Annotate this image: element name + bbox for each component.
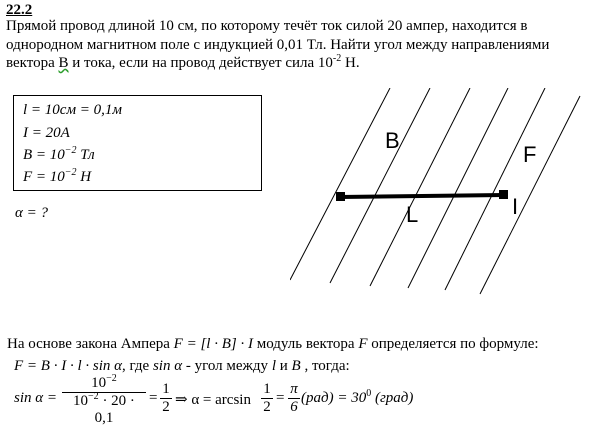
given-b-exp: −2: [64, 145, 77, 156]
fraction-main-denominator: [62, 392, 146, 427]
solution-text-2a: , где: [122, 358, 153, 374]
force-formula: F = B · I · l · sin α: [14, 358, 122, 374]
problem-number: 22.2: [6, 2, 33, 18]
frac2-den: 2: [160, 398, 172, 416]
solution-text-1a: На основе закона Ампера: [7, 336, 174, 352]
fraction-pi-six: [288, 381, 300, 416]
frac3-den: 2: [261, 398, 273, 416]
solution-text-2b: - угол между: [182, 358, 272, 374]
sin-alpha-lhs: sin α =: [14, 390, 58, 406]
frac3-num: 1: [263, 381, 271, 397]
field-line-4: [408, 88, 508, 288]
given-f-base: F = 10: [23, 169, 65, 185]
label-l: L: [406, 202, 419, 227]
label-b: B: [385, 128, 400, 153]
field-line-1: [290, 88, 390, 280]
frac1-den-rest: · 20 · 0,1: [94, 393, 135, 426]
solution-line-1: [7, 336, 539, 353]
label-i: I: [512, 194, 519, 219]
force-symbol: F: [358, 336, 368, 352]
frac1-den-exp: −2: [88, 391, 99, 402]
sin-alpha: sin α: [152, 358, 183, 374]
wire-end-right: [499, 190, 508, 199]
given-length: l = 10см = 0,1м: [23, 102, 122, 118]
fraction-main: [62, 375, 146, 427]
equals-2: =: [276, 390, 285, 406]
field-line-2: [330, 88, 430, 283]
frac2-num: 1: [162, 381, 170, 397]
result-degrees: [301, 390, 413, 407]
b-symbol: B: [291, 358, 301, 374]
problem-statement: [6, 17, 601, 73]
given-induction: [23, 147, 95, 164]
degree-mark: 0: [366, 388, 372, 399]
solution-text-1c: определяется по формуле:: [367, 336, 539, 352]
solution-text-2d: , тогда:: [300, 358, 350, 374]
force-unit: Н.: [341, 55, 360, 71]
fraction-half: [160, 381, 172, 416]
implies-arcsin: ⇒ α = arcsin: [175, 392, 251, 408]
unknown-alpha: α = ?: [15, 205, 48, 221]
given-b-base: B = 10: [23, 147, 65, 163]
field-diagram: [290, 88, 590, 300]
field-line-5: [445, 88, 545, 290]
given-f-unit: Н: [76, 169, 92, 185]
equals-1: =: [149, 390, 158, 406]
ampere-law-formula: F = [l · B] · I: [173, 336, 253, 352]
rad-text: (рад) = 30: [301, 390, 367, 406]
frac4-num: π: [290, 381, 298, 397]
frac4-den: 6: [288, 398, 300, 416]
solution-line-2: [14, 358, 350, 375]
given-b-unit: Тл: [76, 147, 95, 163]
fraction-main-numerator: [62, 375, 146, 392]
l-symbol: l: [271, 358, 276, 374]
frac1-num-exp: −2: [106, 373, 117, 384]
given-f-exp: −2: [64, 167, 77, 178]
fraction-arcsin-arg: [261, 381, 273, 416]
problem-text-2: и тока, если на провод действует сила 10: [68, 55, 333, 71]
vector-b-text: B: [58, 55, 69, 71]
wire-conductor: [340, 195, 504, 197]
given-force: [23, 169, 91, 186]
field-line-3: [370, 88, 470, 286]
problem-text-1: Прямой провод длиной 10 см, по которому течёт ток силой 20 ампер, находится в однородном магнитном поле с индукцией 0,01 Тл. Найти угол между направлениями вектора: [6, 18, 550, 71]
frac1-den-base: 10: [73, 393, 89, 409]
field-lines: [290, 88, 580, 294]
given-box: [13, 95, 262, 191]
grad-text: (град): [371, 390, 414, 406]
wire-end-left: [336, 192, 345, 201]
solution-text-1b: модуль вектора: [252, 336, 359, 352]
given-current: I = 20A: [23, 125, 70, 141]
frac1-num-base: 10: [91, 375, 107, 391]
force-exponent: -2: [332, 53, 342, 64]
solution-text-2c: и: [275, 358, 292, 374]
label-f: F: [523, 142, 537, 167]
